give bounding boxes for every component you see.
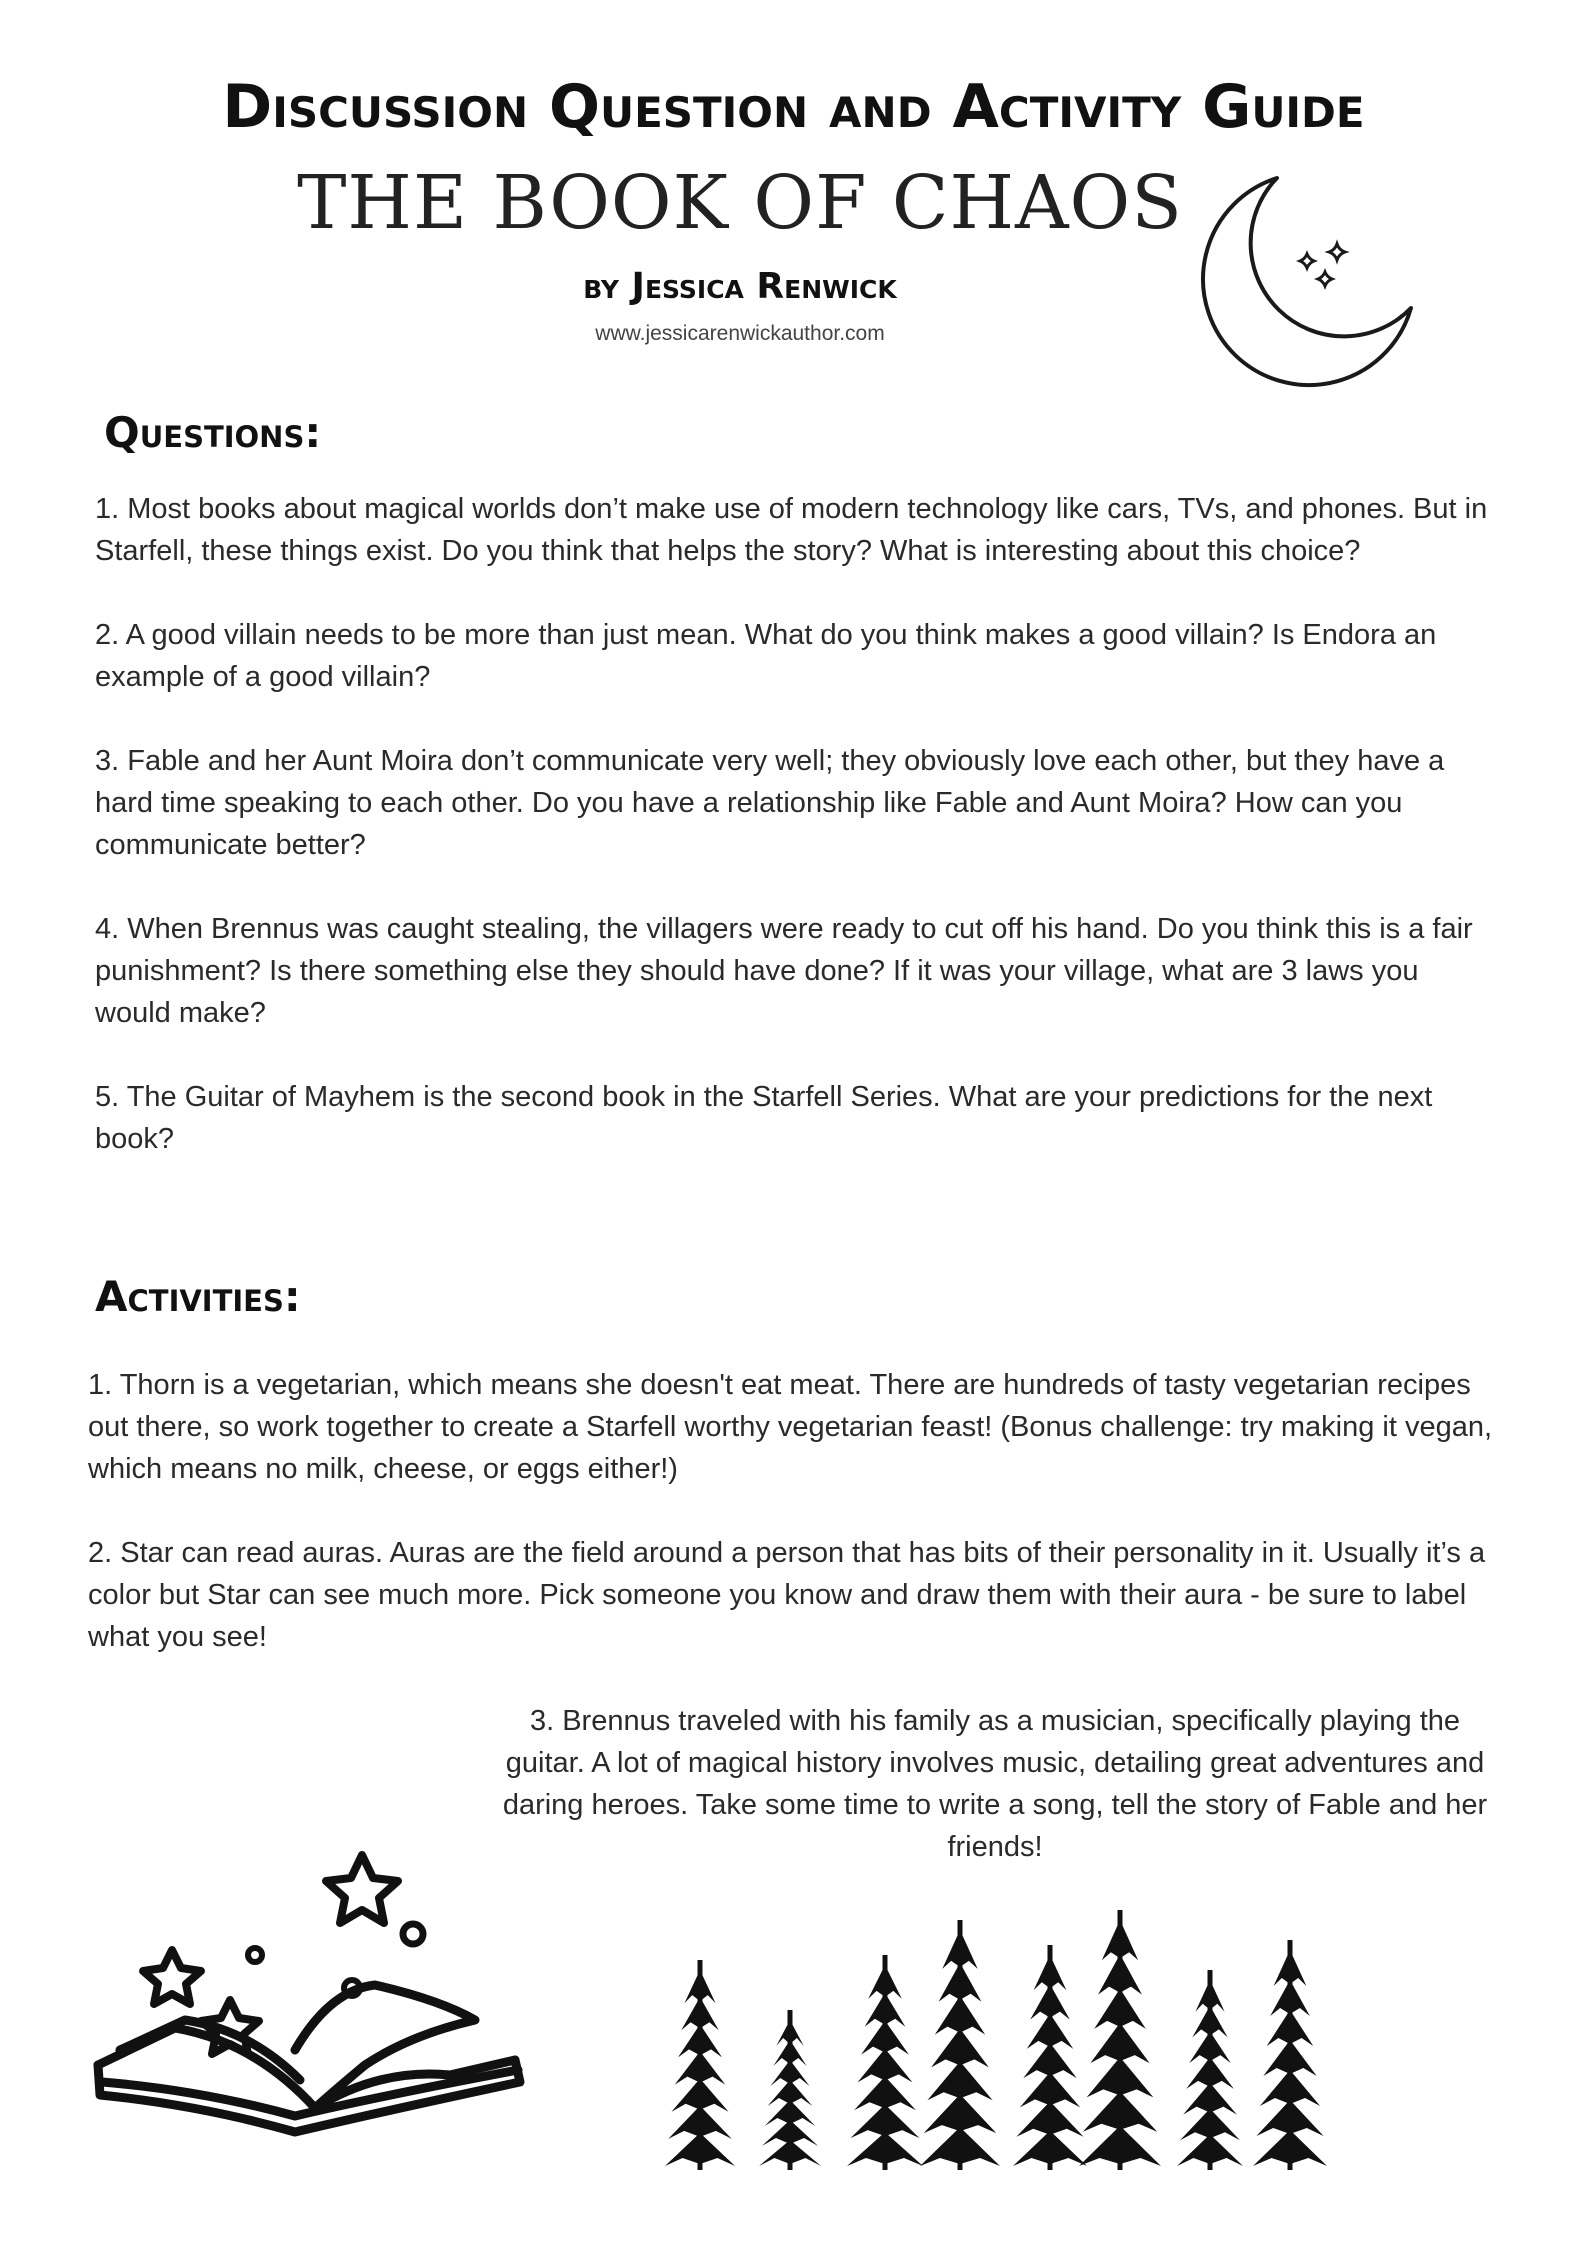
book-title: THE BOOK OF CHAOS: [297, 160, 1183, 246]
pine-tree-icon: [759, 2010, 821, 2170]
pine-tree-icon: [1079, 1910, 1161, 2170]
question-item: 5. The Guitar of Mayhem is the second book in the Starfell Series. What are your predictions for the next book?: [95, 1081, 1433, 1155]
question-item: 3. Fable and her Aunt Moira don’t communicate very well; they obviously love each other, but they have a hard time speaking to each other. Do you have a relationship like Fable and Aunt Moira? How can you communicate better?: [95, 745, 1445, 861]
question-item: 4. When Brennus was caught stealing, the villagers were ready to cut off his hand. Do you think this is a fair punishment? Is there something else they should have done? If it was your village, what are 3 laws you would make?: [95, 913, 1473, 1029]
pine-tree-icon: [665, 1960, 735, 2170]
pine-tree-icon: [1253, 1940, 1327, 2170]
pine-tree-icon: [1177, 1970, 1243, 2170]
activity-item: 2. Star can read auras. Auras are the field around a person that has bits of their personality in it. Usually it’s a color but Star can see much more. Pick someone you know and draw them with their aura - be sure to label what you see!: [88, 1537, 1486, 1653]
pine-tree-icon: [1013, 1945, 1087, 2170]
author-byline: by Jessica Renwick: [583, 266, 897, 307]
activity-item: 1. Thorn is a vegetarian, which means she doesn't eat meat. There are hundreds of tasty vegetarian recipes out there, so work together to create a Starfell worthy vegetarian feast! (Bonus challenge: try making it vegan, which means no milk, cheese, or eggs either!): [88, 1369, 1493, 1485]
questions-list: [95, 488, 1495, 1202]
question-item: 1. Most books about magical worlds don’t make use of modern technology like cars, TVs, and phones. But in Starfell, these things exist. Do you think that helps the story? What is interesting about this choice?: [95, 493, 1488, 567]
question-item: 2. A good villain needs to be more than just mean. What do you think makes a good villain? Is Endora an example of a good villain?: [95, 619, 1437, 693]
activities-list: [88, 1364, 1498, 1700]
author-website: www.jessicarenwickauthor.com: [595, 322, 885, 345]
guide-title: Discussion Question and Activity Guide: [222, 72, 1365, 142]
open-book-with-stars-icon: [80, 1850, 540, 2140]
questions-heading: Questions:: [104, 408, 322, 457]
pine-forest-icon: [640, 1900, 1380, 2180]
pine-tree-icon: [920, 1920, 1000, 2170]
activities-heading: Activities:: [95, 1272, 301, 1321]
crescent-moon-with-stars-icon: [1185, 170, 1435, 400]
activity-item: 3. Brennus traveled with his family as a musician, specifically playing the guitar. A lot of magical history involves music, detailing great adventures and daring heroes. Take some time to write a song, tell the story of Fable and her friends!: [502, 1705, 1488, 1863]
pine-tree-icon: [847, 1955, 923, 2170]
